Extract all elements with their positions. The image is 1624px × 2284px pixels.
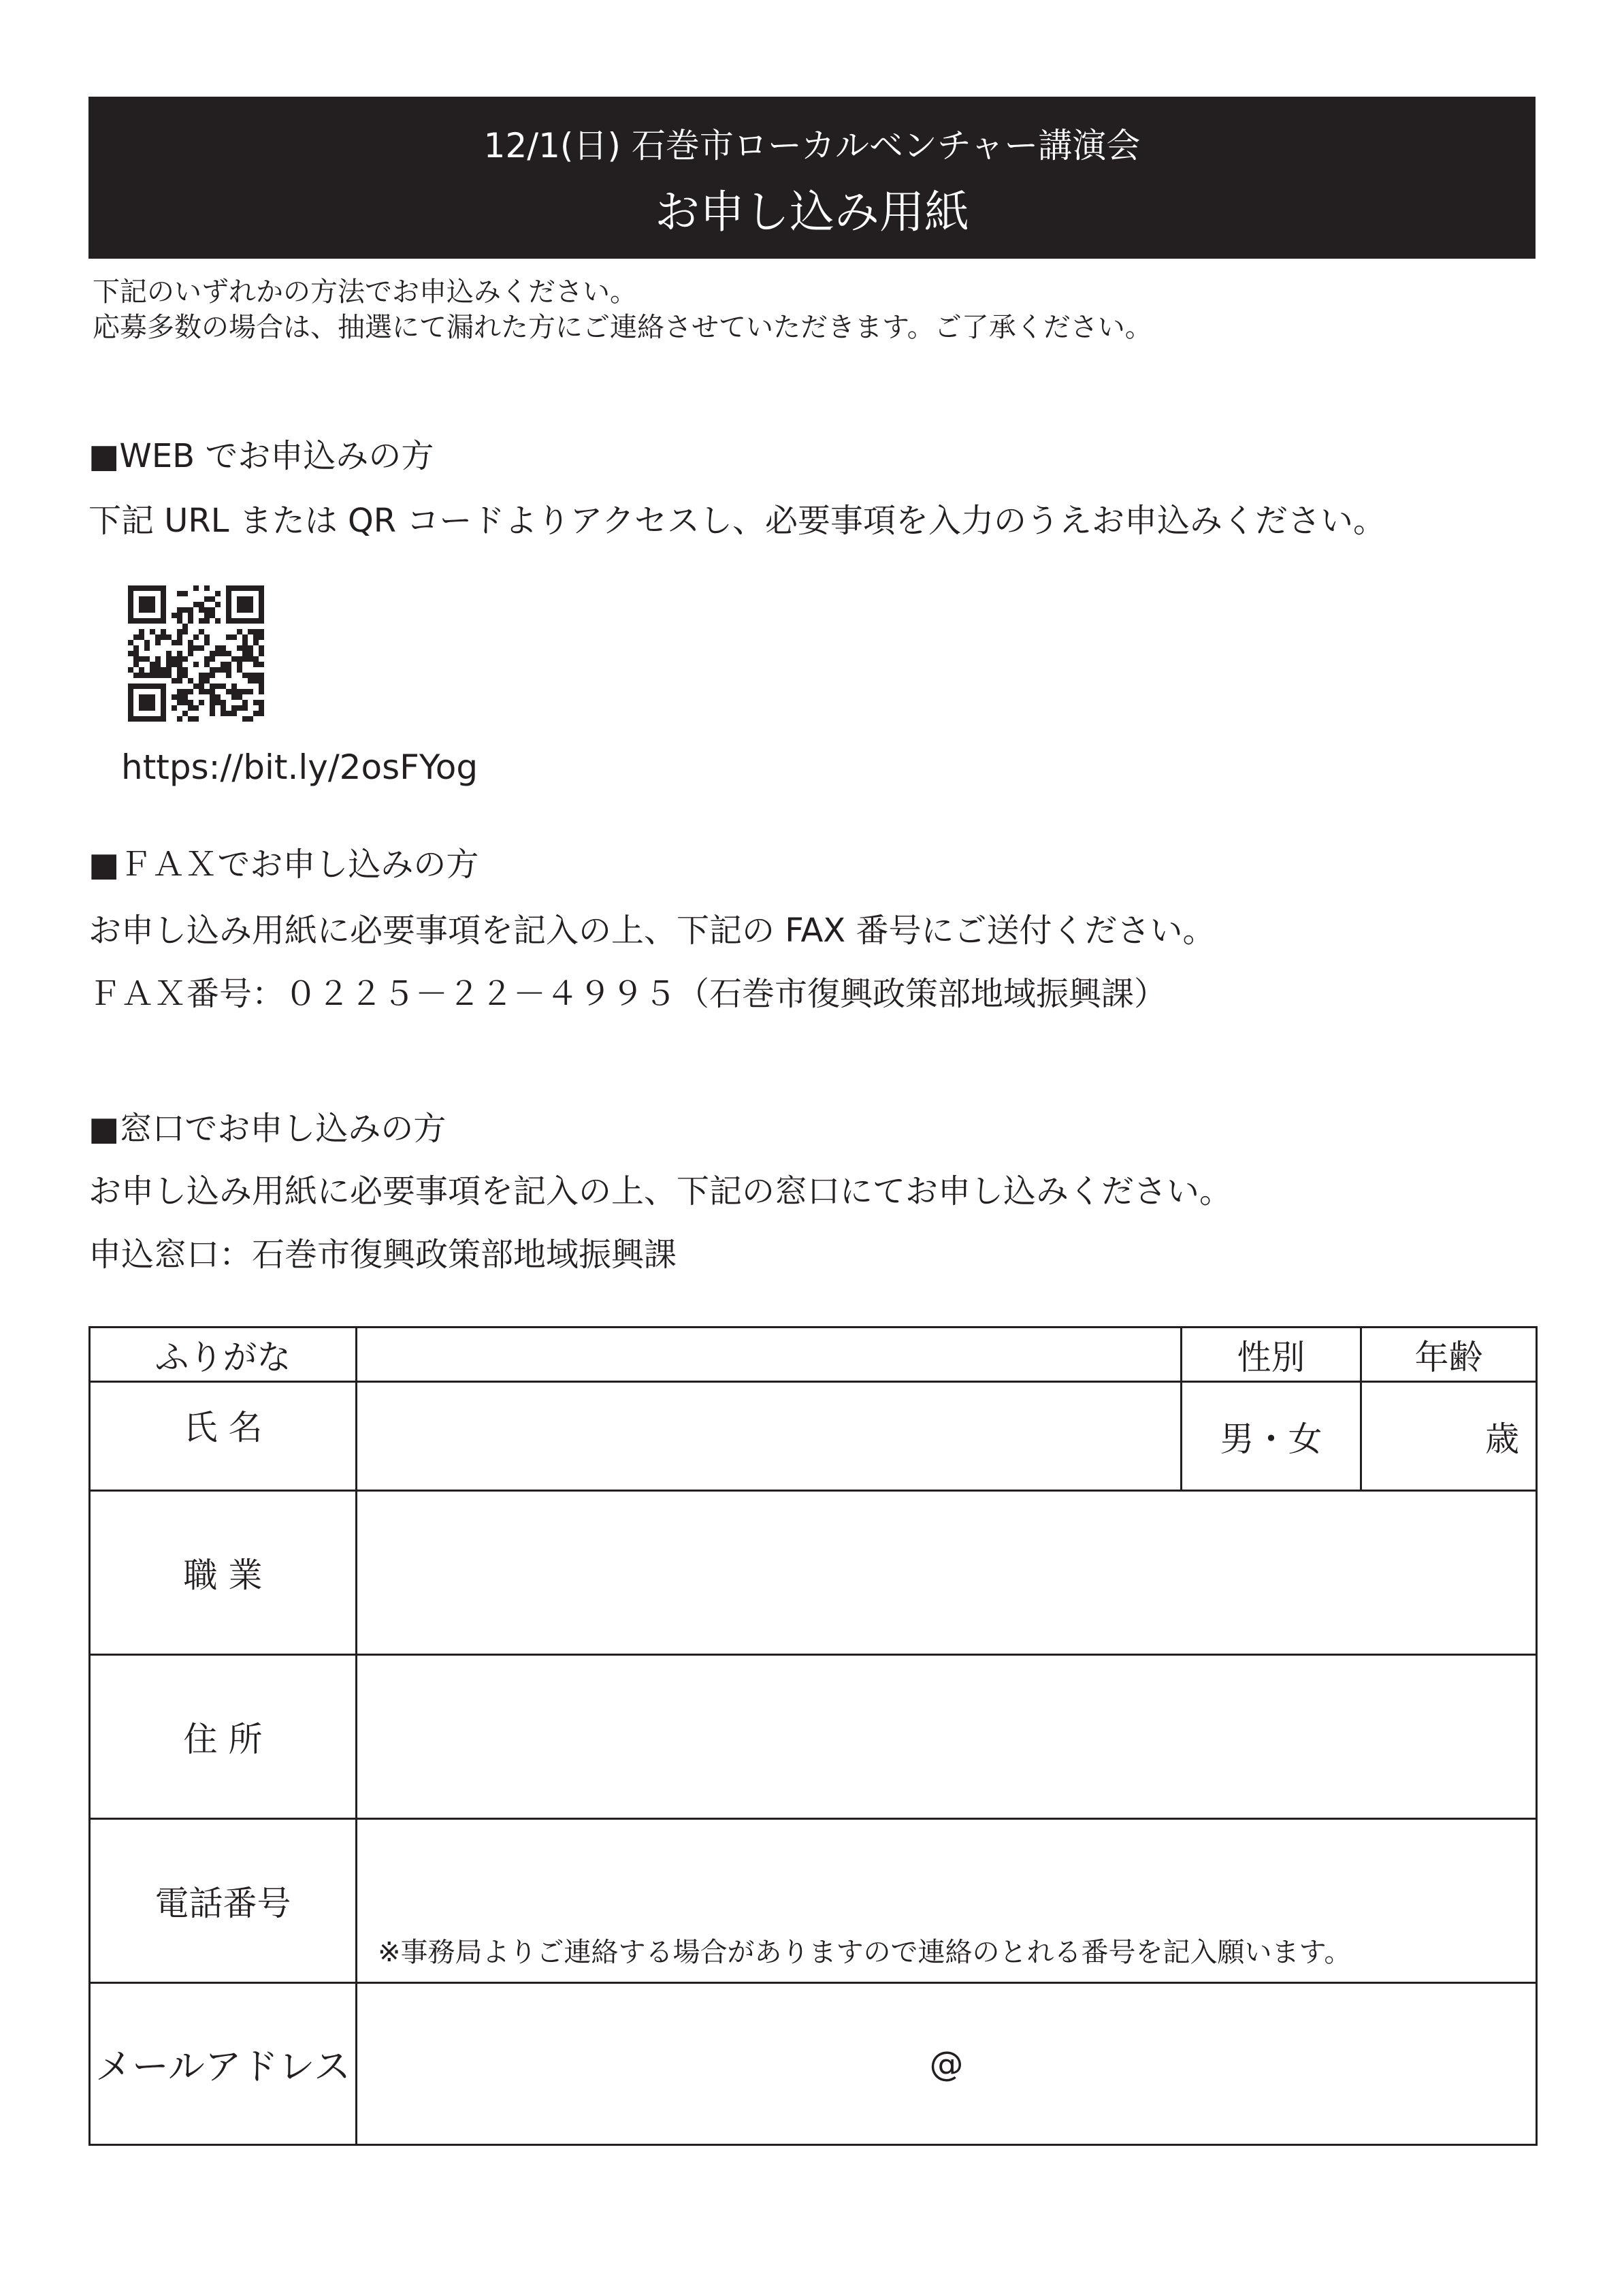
email-field[interactable]: [357, 1983, 1537, 2145]
email-at-sign: @: [929, 2044, 964, 2084]
fax-number: ＦＡＸ番号：０２２５－２２－４９９５（石巻市復興政策部地域振興課）: [88, 975, 1167, 1013]
web-heading: ■WEB でお申込みの方: [88, 437, 434, 475]
name-field[interactable]: [357, 1382, 1182, 1491]
form-title: お申し込み用紙: [655, 186, 969, 238]
address-label: 住 所: [90, 1655, 357, 1819]
name-row: [90, 1382, 1537, 1491]
job-label: 職 業: [90, 1491, 357, 1655]
gender-label: 性別: [1182, 1328, 1361, 1382]
intro-line-2: 応募多数の場合は、抽選にて漏れた方にご連絡させていただきます。ご了承ください。: [93, 312, 1152, 343]
counter-instructions: お申し込み用紙に必要事項を記入の上、下記の窓口にてお申し込みください。: [88, 1172, 1233, 1210]
web-instructions: 下記 URL または QR コードよりアクセスし、必要事項を入力のうえお申込みください。: [88, 502, 1386, 540]
age-unit: 歳: [1485, 1419, 1519, 1459]
fax-instructions: お申し込み用紙に必要事項を記入の上、下記の FAX 番号にご送付ください。: [88, 912, 1216, 950]
fax-heading: ■ＦＡＸでお申し込みの方: [88, 846, 479, 884]
counter-location: 申込窓口：石巻市復興政策部地域振興課: [88, 1236, 677, 1274]
name-label: 氏 名: [90, 1382, 357, 1491]
phone-note: ※事務局よりご連絡する場合がありますので連絡のとれる番号を記入願います。: [378, 1937, 1352, 1968]
age-field[interactable]: [1361, 1382, 1537, 1491]
furigana-field[interactable]: [357, 1328, 1182, 1382]
title-banner: [88, 97, 1536, 259]
age-label: 年齢: [1361, 1328, 1537, 1382]
qr-code-image[interactable]: [128, 585, 264, 722]
gender-field[interactable]: 男・女: [1182, 1382, 1361, 1491]
job-field[interactable]: [357, 1491, 1537, 1655]
job-row: [90, 1491, 1537, 1655]
address-row: [90, 1655, 1537, 1819]
counter-heading: ■窓口でお申し込みの方: [88, 1110, 446, 1148]
email-label: メールアドレス: [90, 1983, 357, 2145]
intro-line-1: 下記のいずれかの方法でお申込みください。: [93, 276, 637, 308]
email-row: [90, 1983, 1537, 2145]
phone-row: [90, 1819, 1537, 1983]
phone-label: 電話番号: [90, 1819, 357, 1983]
application-form-table: [88, 1326, 1538, 2146]
address-field[interactable]: [357, 1655, 1537, 1819]
furigana-row: [90, 1328, 1537, 1382]
event-title: 12/1(日) 石巻市ローカルベンチャー講演会: [483, 126, 1141, 165]
web-url-link[interactable]: https://bit.ly/2osFYog: [121, 747, 478, 787]
phone-field[interactable]: [357, 1819, 1537, 1983]
furigana-label: ふりがな: [90, 1328, 357, 1382]
